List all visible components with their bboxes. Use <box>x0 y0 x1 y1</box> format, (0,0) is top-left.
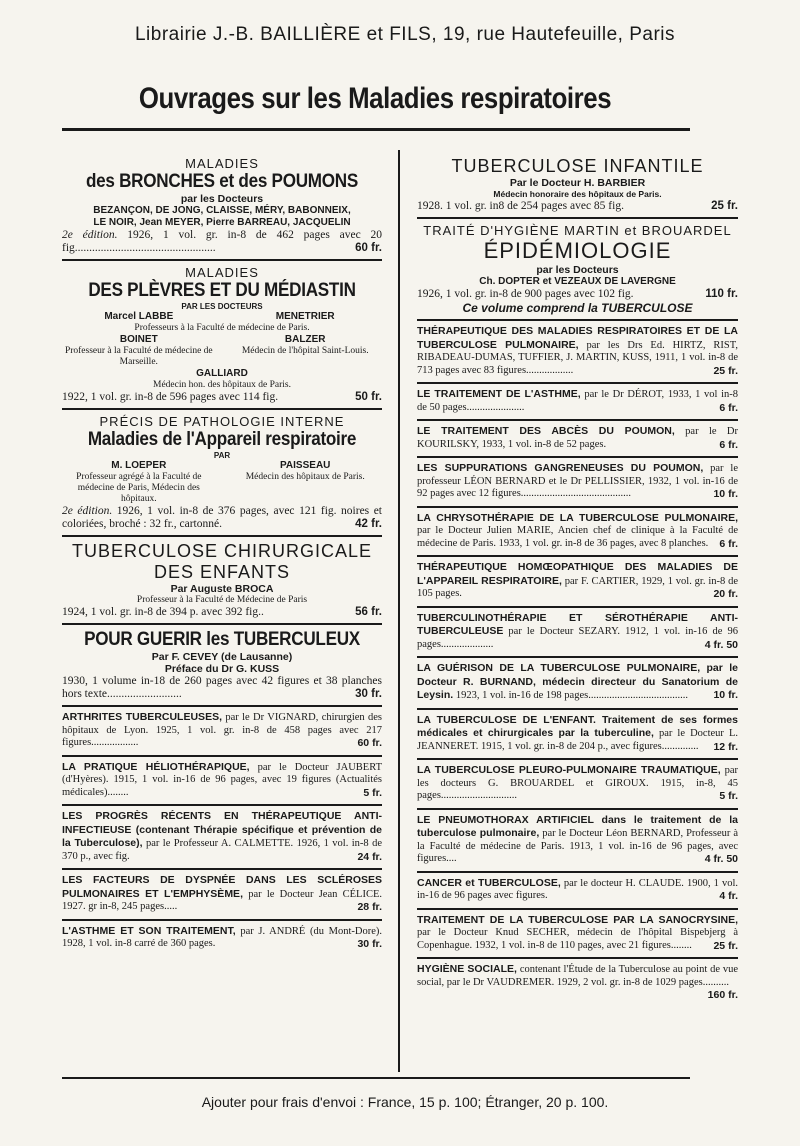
book-epidemiologie <box>417 219 738 321</box>
book-details: 1922, 1 vol. gr. in-8 de 596 pages avec 114 fig. <box>62 391 279 403</box>
book-price: 110 fr. <box>705 288 738 300</box>
right-column <box>417 152 738 1002</box>
book-details: 1926, 1 vol. gr. in-8 de 900 pages avec 102 fig. <box>417 288 634 300</box>
item-details: par le professeur LÉON BERNARD et le Dr PELLISSIER, 1932, 1 vol. in-16 de 92 pages avec 12 figures.......................................... <box>417 463 738 499</box>
item-details: par les docteurs G. BROUARDEL et GIROUX. 1915, in-8, 45 pages............................. <box>417 765 738 801</box>
authors-row <box>62 311 382 323</box>
list-item <box>417 608 738 659</box>
page-title: Ouvrages sur les Maladies respiratoires <box>138 82 612 115</box>
author-affiliation: Médecin de l'hôpital Saint-Louis. <box>241 346 369 356</box>
item-title: THÉRAPEUTIQUE HOMŒOPATHIQUE DES MALADIES DE L'APPAREIL RESPIRATOIRE, <box>417 561 738 587</box>
item-details: par le Dr KOURILSKY, 1933, 1 vol. in-8 de 52 pages. <box>417 426 738 450</box>
book-authors: BEZANÇON, DE JONG, CLAISSE, MÉRY, BABONNEIX, <box>93 205 351 216</box>
item-price: 5 fr. <box>363 786 382 799</box>
list-item <box>62 921 382 956</box>
item-title: LE PNEUMOTHORAX ARTIFICIEL dans le traitement de la tuberculose pulmonaire, <box>417 813 738 839</box>
author-name: BOINET <box>119 334 158 345</box>
item-title: CANCER et TUBERCULOSE, <box>417 876 561 889</box>
item-details: par le Docteur Julien MARIE, Ancien chef de clinique à la Faculté de médecine de Paris. 1933, 1 vol. gr. in-8 de 36 pages, avec 8 planches. <box>417 525 738 549</box>
list-item <box>62 707 382 757</box>
list-item <box>62 757 382 807</box>
item-details: par le Docteur SEZARY. 1912, 1 vol. in-16 de 96 pages.................... <box>417 626 738 650</box>
book-publication <box>62 229 382 255</box>
item-price: 6 fr. <box>719 438 738 451</box>
book-authors: Ch. DOPTER et VEZEAUX DE LAVERGNE <box>479 276 676 287</box>
item-title: TUBERCULINOTHÉRAPIE ET SÉROTHÉRAPIE ANTI-TUBERCULEUSE <box>417 611 738 637</box>
item-title: LA GUÉRISON DE LA TUBERCULOSE PULMONAIRE, par le Docteur R. BURNAND, médecin directeur du Sanatorium de Leysin. <box>417 662 738 701</box>
item-price: 10 fr. <box>713 689 738 701</box>
book-note: Ce volume comprend la TUBERCULOSE <box>462 301 693 315</box>
item-title: TRAITEMENT DE LA TUBERCULOSE PAR LA SANOCRYSINE, <box>417 913 738 926</box>
item-title: L'ASTHME ET SON TRAITEMENT, <box>62 924 236 937</box>
item-title: LA CHRYSOTHÉRAPIE DE LA TUBERCULOSE PULMONAIRE, <box>417 511 738 524</box>
item-details: par F. CARTIER, 1929, 1 vol. gr. in-8 de 105 pages. <box>417 575 738 599</box>
item-details: par le Docteur L. JEANNERET. 1915, 1 vol. gr. in-8 de 204 p., avec figures.............. <box>417 728 738 752</box>
list-item <box>62 806 382 870</box>
book-authors: LE NOIR, Jean MEYER, Pierre BARREAU, JACQUELIN <box>93 217 351 228</box>
author-affiliation: Médecin hon. des hôpitaux de Paris. <box>153 380 291 390</box>
list-item <box>417 710 738 761</box>
item-price: 5 fr. <box>719 790 738 802</box>
item-details: par les Drs Ed. HIRTZ, RIST, RIBADEAU-DUMAS, TUFFIER, J. MARTIN, KUSS, 1911, 1 vol. in-8 de 713 pages avec 83 figures.................. <box>417 339 738 376</box>
list-item <box>417 508 738 558</box>
item-price: 4 fr. 50 <box>704 638 738 651</box>
item-title: THÉRAPEUTIQUE DES MALADIES RESPIRATOIRES ET DE LA TUBERCULOSE PULMONAIRE, <box>417 325 738 351</box>
book-details: 1930, 1 volume in-18 de 260 pages avec 42 figures et 38 planches hors texte.......................... <box>62 675 382 700</box>
book-by: Par Auguste BROCA <box>170 583 274 595</box>
left-book-list <box>62 707 382 956</box>
book-by: PAR LES DOCTEURS <box>181 302 263 311</box>
left-column <box>62 152 382 956</box>
book-price: 30 fr. <box>355 688 382 700</box>
list-item <box>417 384 738 421</box>
list-item <box>417 557 738 608</box>
item-title: LA PRATIQUE HÉLIOTHÉRAPIQUE, <box>62 760 250 773</box>
book-title-line1: PRÉCIS DE PATHOLOGIE INTERNE <box>99 414 345 429</box>
item-price: 25 fr. <box>713 939 738 952</box>
item-price: 20 fr. <box>713 588 738 600</box>
book-appareil-respiratoire <box>62 410 382 537</box>
item-details: par le Docteur Léon BERNARD, Professeur à la Faculté de médecine de Paris. 1913, 1 vol. in-16 de 96 pages, avec figures.... <box>417 828 738 864</box>
list-item <box>417 658 738 710</box>
item-price: 30 fr. <box>357 938 382 950</box>
footer-rule <box>62 1077 690 1079</box>
book-price: 56 fr. <box>355 606 382 618</box>
book-publication <box>62 505 382 531</box>
item-price: 4 fr. 50 <box>704 853 738 865</box>
item-title: LA TUBERCULOSE PLEURO-PULMONAIRE TRAUMATIQUE, <box>417 764 721 776</box>
item-price: 28 fr. <box>357 901 382 913</box>
item-details: contenant l'Étude de la Tuberculose au point de vue social, par le Dr VAUDREMER. 1929, 2 vol. gr. in-8 de 1029 pages.......... <box>417 964 738 988</box>
item-price: 24 fr. <box>357 850 382 863</box>
title-rule <box>62 128 690 131</box>
item-details: par le Professeur A. CALMETTE. 1926, 1 vol. in-8 de 370 p., avec fig. <box>62 838 382 862</box>
book-details: 1924, 1 vol. gr. in-8 de 394 p. avec 392 fig.. <box>62 606 264 618</box>
list-item <box>417 421 738 458</box>
book-by: par les Docteurs <box>536 264 619 276</box>
author-name: PAISSEAU <box>280 460 331 471</box>
list-item <box>417 959 738 1001</box>
item-details: 1923, 1 vol. in-16 de 198 pages...................................... <box>453 690 688 701</box>
item-title: LES PROGRÈS RÉCENTS EN THÉRAPEUTIQUE ANTI-INFECTIEUSE (contenant Thérapie spécifique et prévention de la Tuberculose), <box>62 810 382 849</box>
book-title-line1: TUBERCULOSE CHIRURGICALE <box>71 541 373 561</box>
book-price: 42 fr. <box>355 518 382 530</box>
book-publication <box>417 288 738 301</box>
author-affiliation: Professeur agrégé à la Faculté de médecine de Paris, Médecin des hôpitaux. <box>76 472 202 504</box>
list-item <box>417 458 738 508</box>
book-by: par les Docteurs <box>180 193 264 205</box>
book-details: 1926, 1 vol. gr. in-8 de 462 pages avec 20 fig................................................. <box>62 229 382 254</box>
shipping-note: Ajouter pour frais d'envoi : France, 15 p. 100; Étranger, 20 p. 100. <box>201 1094 609 1110</box>
authors-row <box>62 460 382 505</box>
book-plevres-mediastin <box>62 261 382 410</box>
book-title-line2: DES PLÈVRES ET DU MÉDIASTIN <box>88 280 356 301</box>
item-details: par le Docteur JAUBERT (d'Hyères). 1915, 1 vol. in-16 de 96 pages, avec 19 figures (Actualités médicales)........ <box>62 761 382 798</box>
book-by: Par F. CEVEY (de Lausanne) <box>151 651 293 663</box>
item-price: 12 fr. <box>713 740 738 753</box>
book-title-line2: des BRONCHES et des POUMONS <box>85 171 359 192</box>
book-edition: 2e édition. <box>62 229 118 241</box>
item-price: 4 fr. <box>719 890 738 902</box>
author-name: GALLIARD <box>196 368 248 379</box>
authors-row <box>62 334 382 368</box>
book-publication <box>62 606 382 619</box>
item-price: 6 fr. <box>719 401 738 414</box>
item-price: 60 fr. <box>357 737 382 749</box>
book-by: Par le Docteur H. BARBIER <box>509 177 646 189</box>
item-title: LE TRAITEMENT DES ABCÈS DU POUMON, <box>417 425 675 437</box>
author-name: Marcel LABBE <box>104 311 174 322</box>
item-details: par le Dr DÉROT, 1933, 1 vol in-8 de 50 pages...................... <box>417 389 739 413</box>
book-title-line2: Maladies de l'Appareil respiratoire <box>87 429 357 450</box>
book-tuberculose-chirurgicale <box>62 537 382 625</box>
book-title: POUR GUERIR les TUBERCULEUX <box>84 629 360 650</box>
list-item <box>62 870 382 921</box>
book-title: ÉPIDÉMIOLOGIE <box>483 238 672 263</box>
book-publication <box>62 675 382 701</box>
right-book-list <box>417 321 739 1001</box>
list-item <box>417 873 738 910</box>
item-price: 6 fr. <box>719 537 738 550</box>
item-price: 160 fr. <box>707 989 738 1001</box>
item-title: HYGIÈNE SOCIALE, <box>417 963 517 975</box>
book-title-line1: MALADIES <box>185 156 259 171</box>
item-details: par le Dr VIGNARD, chirurgien des hôpitaux de Lyon. 1925, 1 vol. gr. in-8 de 458 pages avec 217 figures.................. <box>62 712 382 748</box>
book-title-line1: MALADIES <box>185 265 259 280</box>
list-item <box>417 810 738 873</box>
author-affiliation: Médecin honoraire des hôpitaux de Paris. <box>493 189 662 199</box>
item-title: ARTHRITES TUBERCULEUSES, <box>62 711 222 723</box>
author-affiliation: Professeurs à la Faculté de médecine de Paris. <box>134 323 310 333</box>
item-price: 10 fr. <box>713 488 738 500</box>
item-title: LA TUBERCULOSE DE L'ENFANT. Traitement de ses formes médicales et chirurgicales par la tuberculine, <box>417 713 738 739</box>
author-name: MENETRIER <box>275 311 335 322</box>
item-title: LES FACTEURS DE DYSPNÉE DANS LES SCLÉROSES PULMONAIRES ET L'EMPHYSÈME, <box>62 874 382 900</box>
author-affiliation: Professeur à la Faculté de médecine de Marseille. <box>64 346 213 367</box>
column-divider <box>398 150 400 1072</box>
book-tuberculose-infantile <box>417 152 738 219</box>
book-details: 1926, 1 vol. in-8 de 376 pages, avec 121 fig. noires et coloriées, broché : 32 fr., cartonné. <box>62 505 383 530</box>
book-price: 25 fr. <box>711 200 738 212</box>
item-details: par le docteur H. CLAUDE. 1900, 1 vol. in-16 de 96 pages avec figures. <box>417 877 738 901</box>
book-price: 60 fr. <box>355 242 382 254</box>
book-publication <box>62 391 382 404</box>
item-details: par le Docteur Jean CÉLICE. 1927. gr in-8, 245 pages..... <box>62 888 382 912</box>
book-series: TRAITÉ D'HYGIÈNE MARTIN et BROUARDEL <box>423 223 732 238</box>
book-guerir-tuberculeux <box>62 625 382 707</box>
publisher-header: Librairie J.-B. BAILLIÈRE et FILS, 19, rue Hautefeuille, Paris <box>134 24 675 45</box>
book-price: 50 fr. <box>355 391 382 403</box>
list-item <box>417 321 738 384</box>
book-edition: 2e édition. <box>62 505 113 517</box>
book-by: PAR <box>213 451 231 460</box>
book-title-line2: DES ENFANTS <box>153 562 291 582</box>
list-item <box>417 760 738 810</box>
author-name: BALZER <box>284 334 326 345</box>
author-name: M. LOEPER <box>111 460 167 471</box>
book-title: TUBERCULOSE INFANTILE <box>451 156 704 176</box>
book-preface: Préface du Dr G. KUSS <box>164 663 280 675</box>
item-title: LE TRAITEMENT DE L'ASTHME, <box>417 388 581 400</box>
book-bronches-poumons <box>62 152 382 261</box>
list-item <box>417 910 738 960</box>
item-details: par J. ANDRÉ (du Mont-Dore). 1928, 1 vol. in-8 carré de 360 pages. <box>62 925 382 949</box>
item-price: 25 fr. <box>713 364 738 377</box>
author-affiliation: Professeur à la Faculté de Médecine de Paris <box>136 595 308 605</box>
item-details: par le Docteur Knud SECHER, médecin de l'hôpital Bispebjerg à Copenhague. 1932, 1 vol. in-8 de 110 pages, avec 21 figures........ <box>417 927 738 951</box>
author-affiliation: Médecin des hôpitaux de Paris. <box>245 472 365 482</box>
item-title: LES SUPPURATIONS GANGRENEUSES DU POUMON, <box>417 462 704 474</box>
book-details: 1928. 1 vol. gr. in8 de 254 pages avec 85 fig. <box>417 200 624 212</box>
book-publication <box>417 200 738 213</box>
